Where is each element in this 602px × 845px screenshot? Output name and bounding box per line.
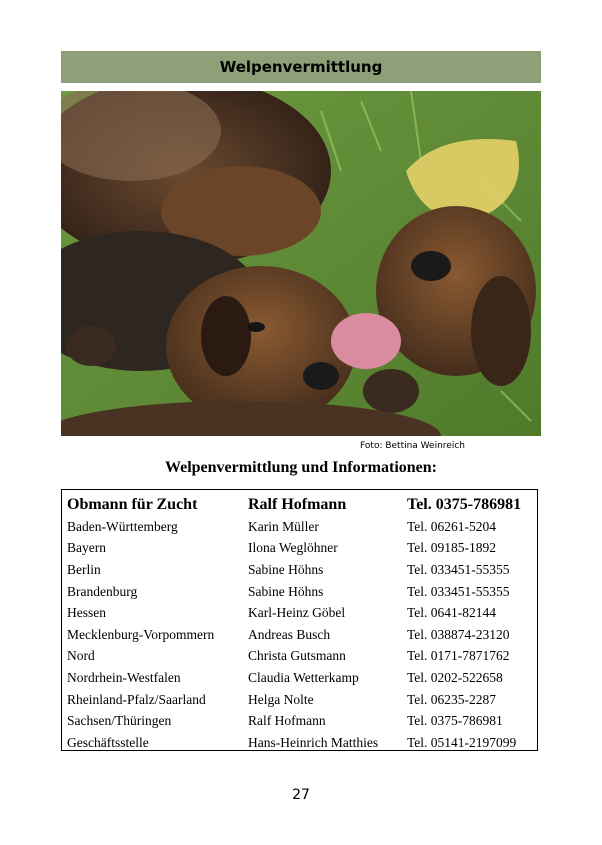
phone-cell: Tel. 09185-1892 (407, 540, 497, 556)
table-row (62, 516, 537, 538)
phone-cell: Tel. 06261-5204 (407, 518, 497, 534)
section-title-bar (61, 51, 541, 83)
header-name: Ralf Hofmann (248, 495, 347, 513)
phone-cell: Tel. 033451-55355 (407, 561, 510, 577)
table-row (62, 602, 537, 624)
region-cell: Nordrhein-Westfalen (67, 669, 181, 685)
section-subheading: Welpenvermittlung und Informationen: (164, 459, 437, 476)
region-cell: Rheinland-Pfalz/Saarland (67, 691, 206, 707)
contact-name-cell: Claudia Wetterkamp (248, 669, 359, 685)
region-cell: Hessen (67, 605, 106, 621)
table-row (62, 710, 537, 732)
region-cell: Nord (67, 648, 95, 664)
contact-name-cell: Karin Müller (248, 518, 319, 534)
contact-name-cell: Sabine Höhns (248, 583, 324, 599)
photo-credit: Foto: Bettina Weinreich (360, 441, 465, 451)
table-row (62, 667, 537, 689)
region-cell: Brandenburg (67, 583, 138, 599)
phone-cell: Tel. 038874-23120 (407, 626, 510, 642)
phone-cell: Tel. 0375-786981 (407, 713, 503, 729)
phone-cell: Tel. 06235-2287 (407, 691, 497, 707)
page-number: 27 (292, 787, 310, 803)
contact-name-cell: Ralf Hofmann (248, 713, 326, 729)
region-cell: Bayern (67, 540, 106, 556)
contact-name-cell: Helga Nolte (248, 691, 314, 707)
table-row (62, 624, 537, 646)
contact-name-cell: Karl-Heinz Göbel (248, 605, 346, 621)
contact-name-cell: Ilona Weglöhner (248, 540, 338, 556)
table-row (62, 689, 537, 711)
phone-cell: Tel. 0171-7871762 (407, 648, 510, 664)
contact-name-cell: Sabine Höhns (248, 561, 324, 577)
section-title: Welpenvermittlung (219, 58, 383, 76)
region-cell: Geschäftsstelle (67, 734, 149, 750)
table-row (62, 646, 537, 668)
table-row (62, 538, 537, 560)
header-region: Obmann für Zucht (67, 495, 198, 513)
table-row (62, 732, 537, 754)
region-cell: Sachsen/Thüringen (67, 713, 172, 729)
table-row (62, 581, 537, 603)
table-header-row (62, 493, 537, 516)
region-cell: Mecklenburg-Vorpommern (67, 626, 215, 642)
contact-name-cell: Christa Gutsmann (248, 648, 346, 664)
region-cell: Berlin (67, 561, 101, 577)
contact-name-cell: Hans-Heinrich Matthies (248, 734, 379, 750)
phone-cell: Tel. 0641-82144 (407, 605, 497, 621)
phone-cell: Tel. 05141-2197099 (407, 734, 517, 750)
contact-table (61, 489, 538, 751)
phone-cell: Tel. 0202-522658 (407, 669, 503, 685)
puppies-photo (61, 91, 541, 436)
table-row (62, 559, 537, 581)
contact-name-cell: Andreas Busch (248, 626, 331, 642)
region-cell: Baden-Württemberg (67, 518, 178, 534)
phone-cell: Tel. 033451-55355 (407, 583, 510, 599)
header-phone: Tel. 0375-786981 (407, 495, 522, 513)
